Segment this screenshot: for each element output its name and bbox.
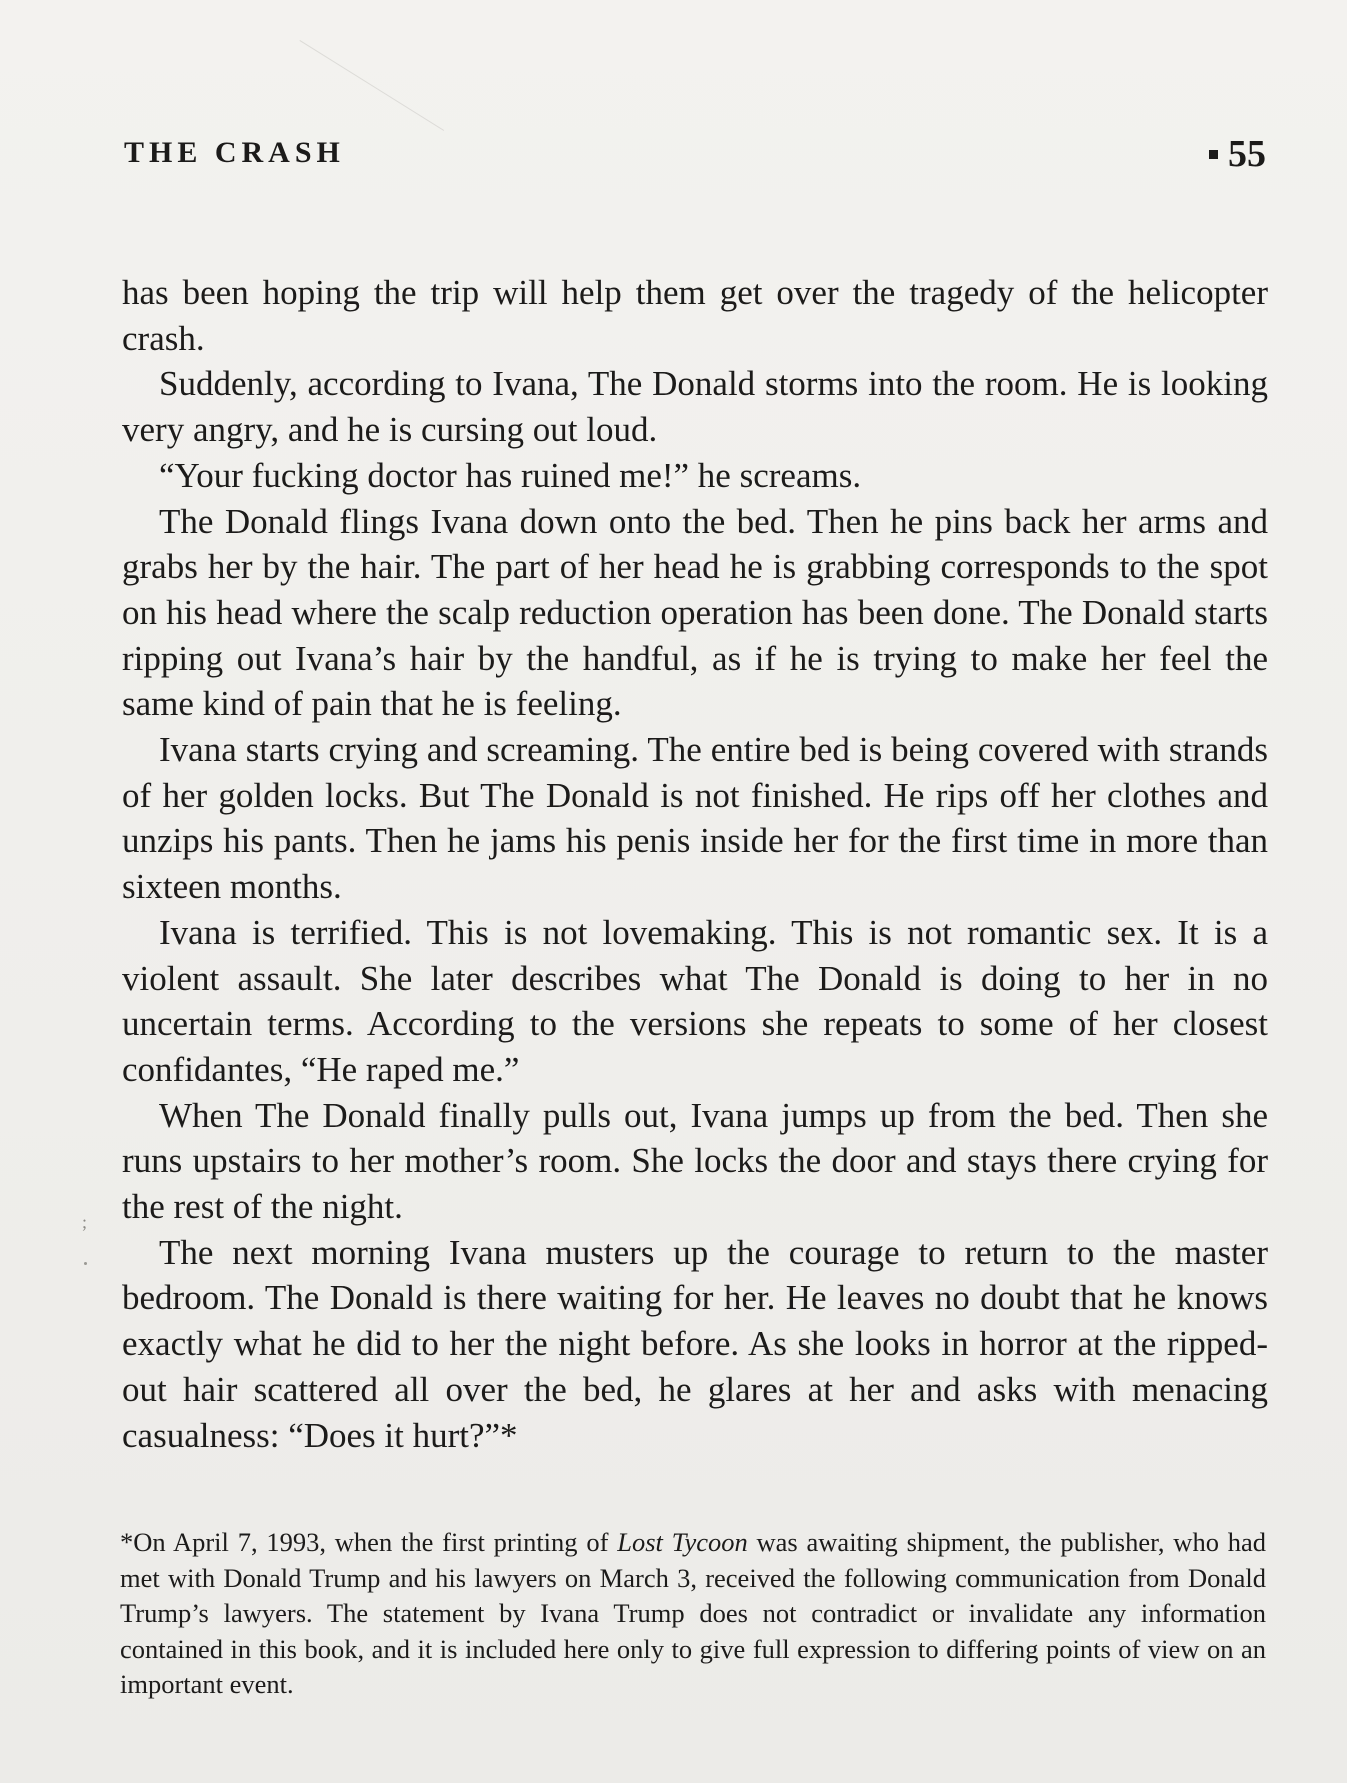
page-number: 55 — [1228, 133, 1266, 175]
paragraph: has been hoping the trip will help them get over the tragedy of the helicopter crash. — [122, 273, 1268, 358]
paragraph: The next morning Ivana musters up the courage to return to the master bedroom. The Donald is there waiting for her. He leaves no doubt that he knows exactly what he did to her the night before. As she looks in horror at the ripped-out hair scattered all over the bed, he glares at her and asks with menacing casualness: “Does it hurt?”* — [122, 1232, 1268, 1455]
margin-tick-mark: ; — [82, 1212, 88, 1232]
paragraph: Ivana starts crying and screaming. The entire bed is being covered with strands of her golden locks. But The Donald is not finished. He rips off her clothes and unzips his pants. Then he jams his penis inside her for the first time in more than sixteen months. — [122, 730, 1268, 907]
footnote-text-end: was awaiting shipment, the publisher, who had met with Donald Trump and his lawyers on March 3, received the following communication from Donald Trump’s lawyers. The statement by Ivana Trump does not contradict or invalidate any information contained in this book, and it is included here only to give full expression to differing points of view on an important event. — [120, 1527, 1267, 1699]
running-head — [124, 132, 1266, 175]
paper-scratch-mark — [299, 40, 444, 131]
footnote — [120, 1525, 1266, 1703]
footnote-text-start: *On April 7, 1993, when the first printing of — [120, 1527, 618, 1557]
margin-dot-mark — [84, 1262, 87, 1265]
footnote-book-title: Lost Tycoon — [617, 1527, 748, 1557]
paragraph: When The Donald finally pulls out, Ivana jumps up from the bed. Then she runs upstairs to her mother’s room. She locks the door and stays there crying for the rest of the night. — [122, 1095, 1268, 1227]
paragraph: Suddenly, according to Ivana, The Donald storms into the room. He is looking very angry, and he is cursing out loud. — [122, 364, 1268, 450]
bullet-icon — [1209, 150, 1218, 159]
paragraph: Ivana is terrified. This is not lovemaking. This is not romantic sex. It is a violent assault. She later describes what The Donald is doing to her in no uncertain terms. According to the versions she repeats to some of her closest confidantes, “He raped me.” — [122, 912, 1268, 1089]
footnote-text — [120, 1525, 1266, 1703]
body-text — [122, 270, 1268, 1458]
section-title: THE CRASH — [124, 136, 345, 169]
paragraph: “Your fucking doctor has ruined me!” he screams. — [159, 455, 862, 495]
page-number-block — [1209, 132, 1266, 176]
paragraph: The Donald flings Ivana down onto the bed. Then he pins back her arms and grabs her by the hair. The part of her head he is grabbing corresponds to the spot on his head where the scalp reduction operation has been done. The Donald starts ripping out Ivana’s hair by the handful, as if he is trying to make her feel the same kind of pain that he is feeling. — [122, 501, 1268, 724]
